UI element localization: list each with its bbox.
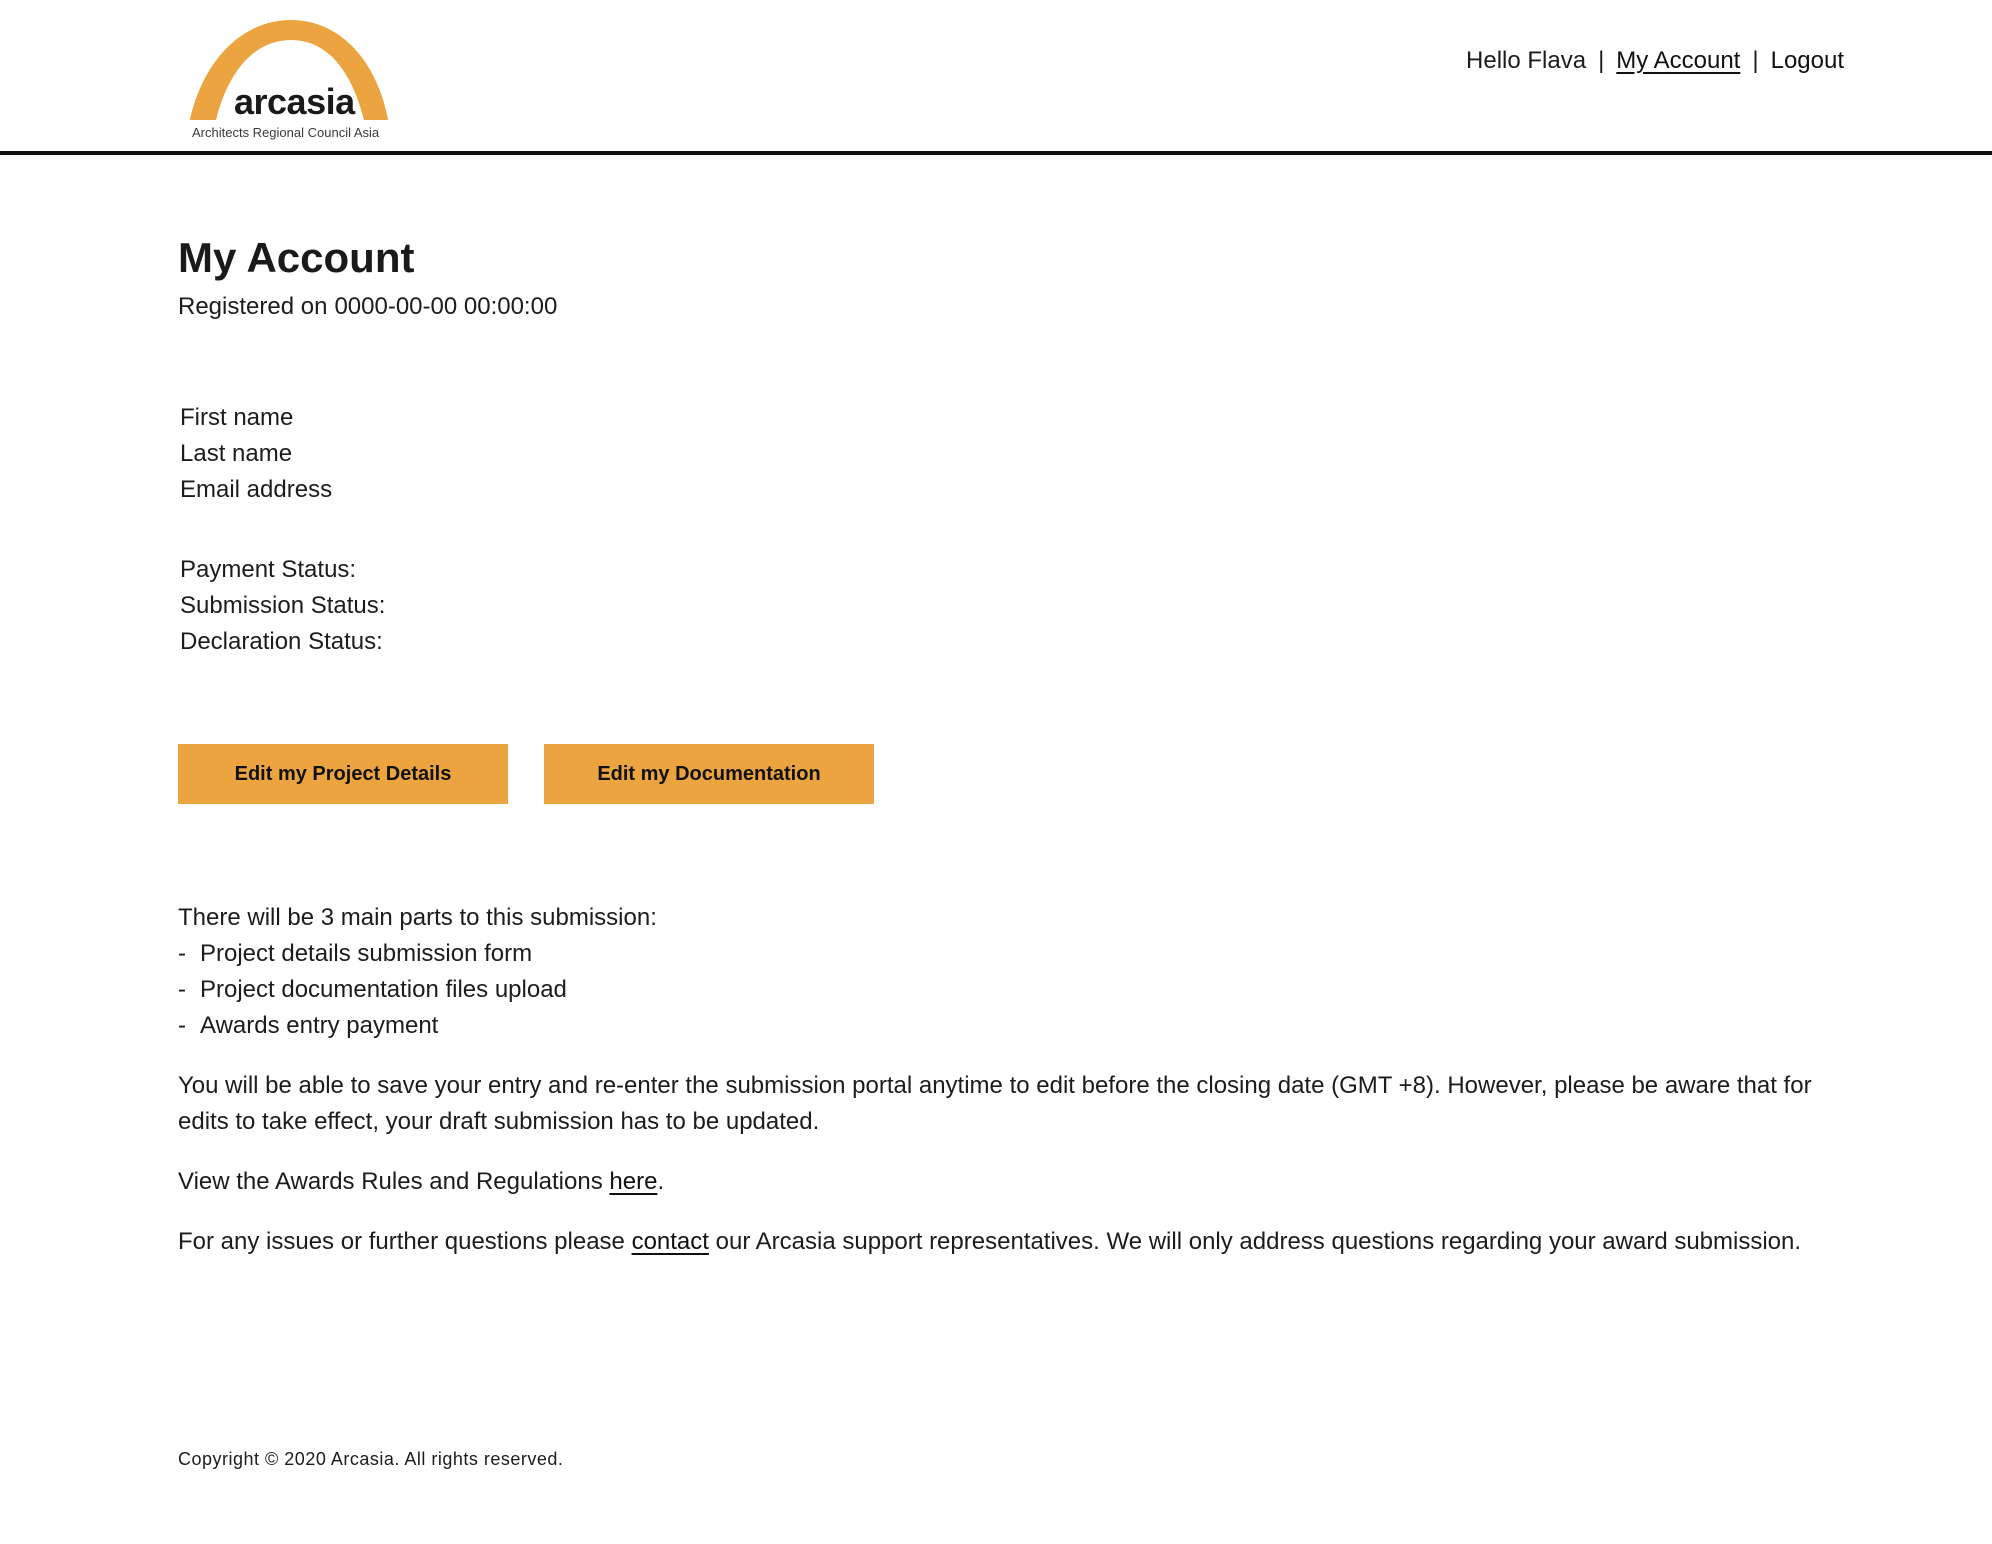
account-fields [180, 400, 332, 508]
submission-info [178, 900, 1818, 1284]
rules-text: View the Awards Rules and Regulations [178, 1168, 610, 1195]
page-title: My Account [178, 234, 415, 281]
registered-value: 0000-00-00 00:00:00 [334, 293, 558, 320]
email-address-label: Email address [180, 476, 333, 503]
contact-text-end: our Arcasia support representatives. We will only address questions regarding your award submission. [708, 1228, 1802, 1255]
submission-parts-list [178, 936, 1818, 1044]
rules-paragraph [178, 1164, 1818, 1200]
edit-documentation-button[interactable]: Edit my Documentation [544, 744, 874, 804]
list-item [178, 936, 1818, 972]
footer-copyright: Copyright © 2020 Arcasia. All rights reserved. [178, 1449, 564, 1469]
bullet-dash: - [178, 940, 186, 967]
registration-date [178, 292, 1818, 322]
bullet-dash: - [178, 976, 186, 1003]
rules-period: . [657, 1168, 665, 1195]
save-entry-note: You will be able to save your entry and re-enter the submission portal anytime to edit before the closing date (GMT +8). However, please be aware that for edits to take effect, your draft submission has to be updated. [178, 1072, 1812, 1135]
submission-status-label: Submission Status: [180, 592, 386, 619]
nav-separator: | [1598, 47, 1605, 74]
list-item [178, 1008, 1818, 1044]
contact-link[interactable]: contact [631, 1228, 709, 1255]
greeting-text: Hello Flava [1466, 47, 1587, 74]
status-list [180, 552, 385, 660]
logo-wordmark: arcasia [234, 81, 355, 122]
registered-label: Registered on [178, 293, 328, 320]
top-navigation [1466, 46, 1844, 76]
submission-parts-intro: There will be 3 main parts to this submission: [178, 904, 657, 931]
first-name-label: First name [180, 404, 294, 431]
nav-separator: | [1752, 47, 1759, 74]
main-content [178, 230, 1818, 1255]
site-header [0, 0, 1992, 155]
logo-tagline: Architects Regional Council Asia [192, 125, 380, 140]
bullet-dash: - [178, 1012, 186, 1039]
declaration-status-label: Declaration Status: [180, 628, 383, 655]
part-label: Awards entry payment [200, 1012, 439, 1039]
my-account-link[interactable]: My Account [1616, 47, 1741, 74]
last-name-label: Last name [180, 440, 293, 467]
part-label: Project documentation files upload [200, 976, 567, 1003]
arcasia-logo[interactable] [188, 18, 398, 146]
logout-link[interactable]: Logout [1770, 47, 1844, 74]
edit-project-details-button[interactable]: Edit my Project Details [178, 744, 508, 804]
contact-text-start: For any issues or further questions please [178, 1228, 632, 1255]
rules-here-link[interactable]: here [609, 1168, 658, 1195]
payment-status-label: Payment Status: [180, 556, 357, 583]
contact-paragraph [178, 1224, 1818, 1260]
part-label: Project details submission form [200, 940, 533, 967]
list-item [178, 972, 1818, 1008]
